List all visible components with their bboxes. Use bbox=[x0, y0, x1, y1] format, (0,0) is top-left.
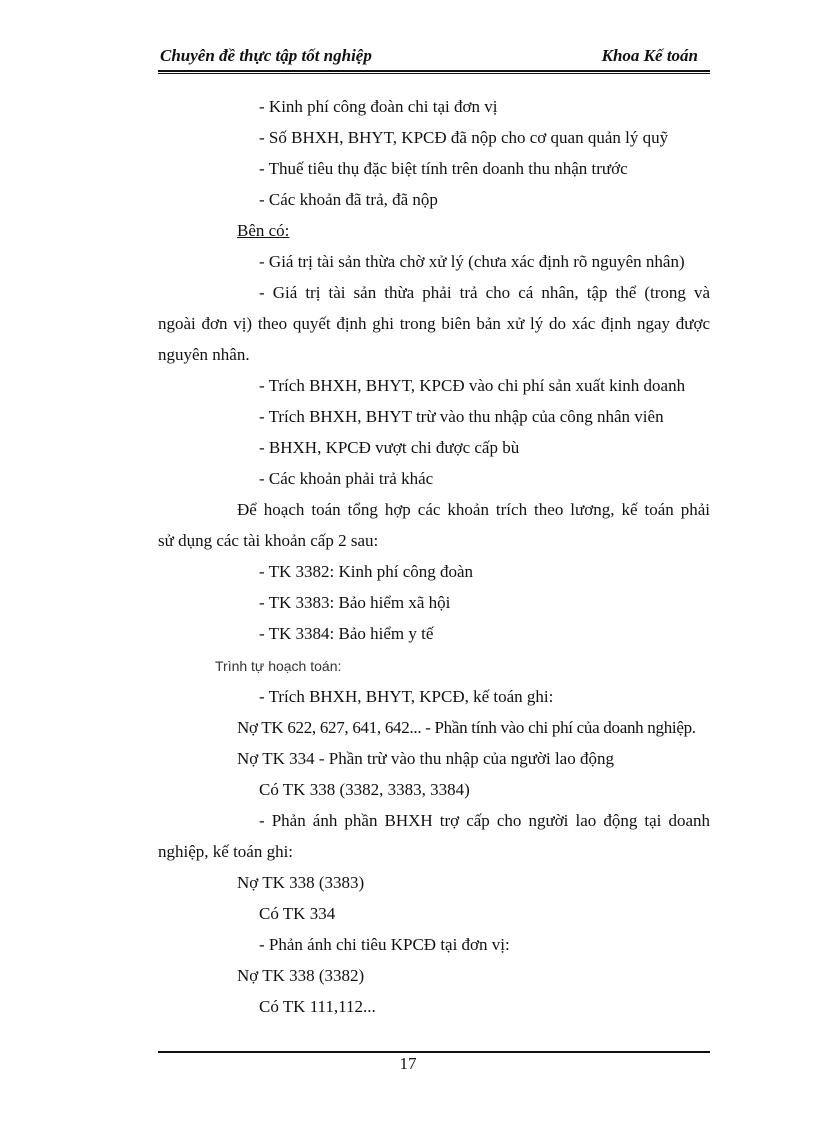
text-line: - BHXH, KPCĐ vượt chi được cấp bù bbox=[259, 438, 520, 457]
text-line: - Trích BHXH, BHYT trừ vào thu nhập của công nhân viên bbox=[259, 407, 664, 426]
text-line: - Kinh phí công đoàn chi tại đơn vị bbox=[259, 97, 498, 116]
header-right-department: Khoa Kế toán bbox=[601, 46, 698, 65]
page-header bbox=[158, 46, 710, 72]
text-line: - Các khoản đã trả, đã nộp bbox=[259, 190, 438, 209]
text-line: Để hoạch toán tổng hợp các khoản trích theo lương, kế toán phải bbox=[237, 500, 710, 519]
footer-divider bbox=[158, 1051, 710, 1053]
text-line: - Giá trị tài sản thừa chờ xử lý (chưa xác định rõ nguyên nhân) bbox=[259, 252, 685, 271]
text-line: Nợ TK 338 (3383) bbox=[237, 873, 365, 892]
page-number: 17 bbox=[399, 1054, 417, 1073]
text-line: - Thuế tiêu thụ đặc biệt tính trên doanh thu nhận trước bbox=[259, 159, 628, 178]
section-heading-ben-co: Bên có: bbox=[237, 221, 290, 240]
text-line: Nợ TK 334 - Phần trừ vào thu nhập của người lao động bbox=[237, 749, 614, 768]
text-line: Có TK 334 bbox=[259, 904, 336, 923]
header-left-title: Chuyên đề thực tập tốt nghiệp bbox=[160, 46, 372, 65]
text-line: sử dụng các tài khoản cấp 2 sau: bbox=[158, 531, 379, 550]
text-line: nghiệp, kế toán ghi: bbox=[158, 842, 294, 861]
text-line: - Trích BHXH, BHYT, KPCĐ, kế toán ghi: bbox=[259, 687, 554, 706]
text-line: - Các khoản phải trả khác bbox=[259, 469, 434, 488]
text-line: nguyên nhân. bbox=[158, 345, 250, 364]
text-line: - TK 3384: Bảo hiểm y tế bbox=[259, 624, 434, 643]
text-line: - Giá trị tài sản thừa phải trả cho cá nhân, tập thể (trong và bbox=[259, 283, 710, 302]
text-line: ngoài đơn vị) theo quyết định ghi trong biên bản xử lý do xác định ngay được bbox=[158, 314, 710, 333]
text-line: - TK 3382: Kinh phí công đoàn bbox=[259, 562, 474, 581]
text-line: Có TK 111,112... bbox=[259, 997, 376, 1016]
text-line: - Phản ánh phần BHXH trợ cấp cho người lao động tại doanh bbox=[259, 811, 710, 830]
text-line: Nợ TK 338 (3382) bbox=[237, 966, 365, 985]
text-line: - TK 3383: Bảo hiểm xã hội bbox=[259, 593, 451, 612]
section-heading-trinh-tu: Trình tự hoạch toán: bbox=[215, 658, 342, 674]
header-divider bbox=[158, 70, 710, 72]
text-line: - Phản ánh chi tiêu KPCĐ tại đơn vị: bbox=[259, 935, 510, 954]
text-line: Có TK 338 (3382, 3383, 3384) bbox=[259, 780, 470, 799]
header-divider-thin bbox=[158, 73, 710, 74]
text-line: Nợ TK 622, 627, 641, 642... - Phần tính vào chi phí của doanh nghiệp. bbox=[237, 718, 696, 737]
text-line: - Số BHXH, BHYT, KPCĐ đã nộp cho cơ quan quản lý quỹ bbox=[259, 128, 669, 147]
text-line: - Trích BHXH, BHYT, KPCĐ vào chi phí sản xuất kinh doanh bbox=[259, 376, 686, 395]
